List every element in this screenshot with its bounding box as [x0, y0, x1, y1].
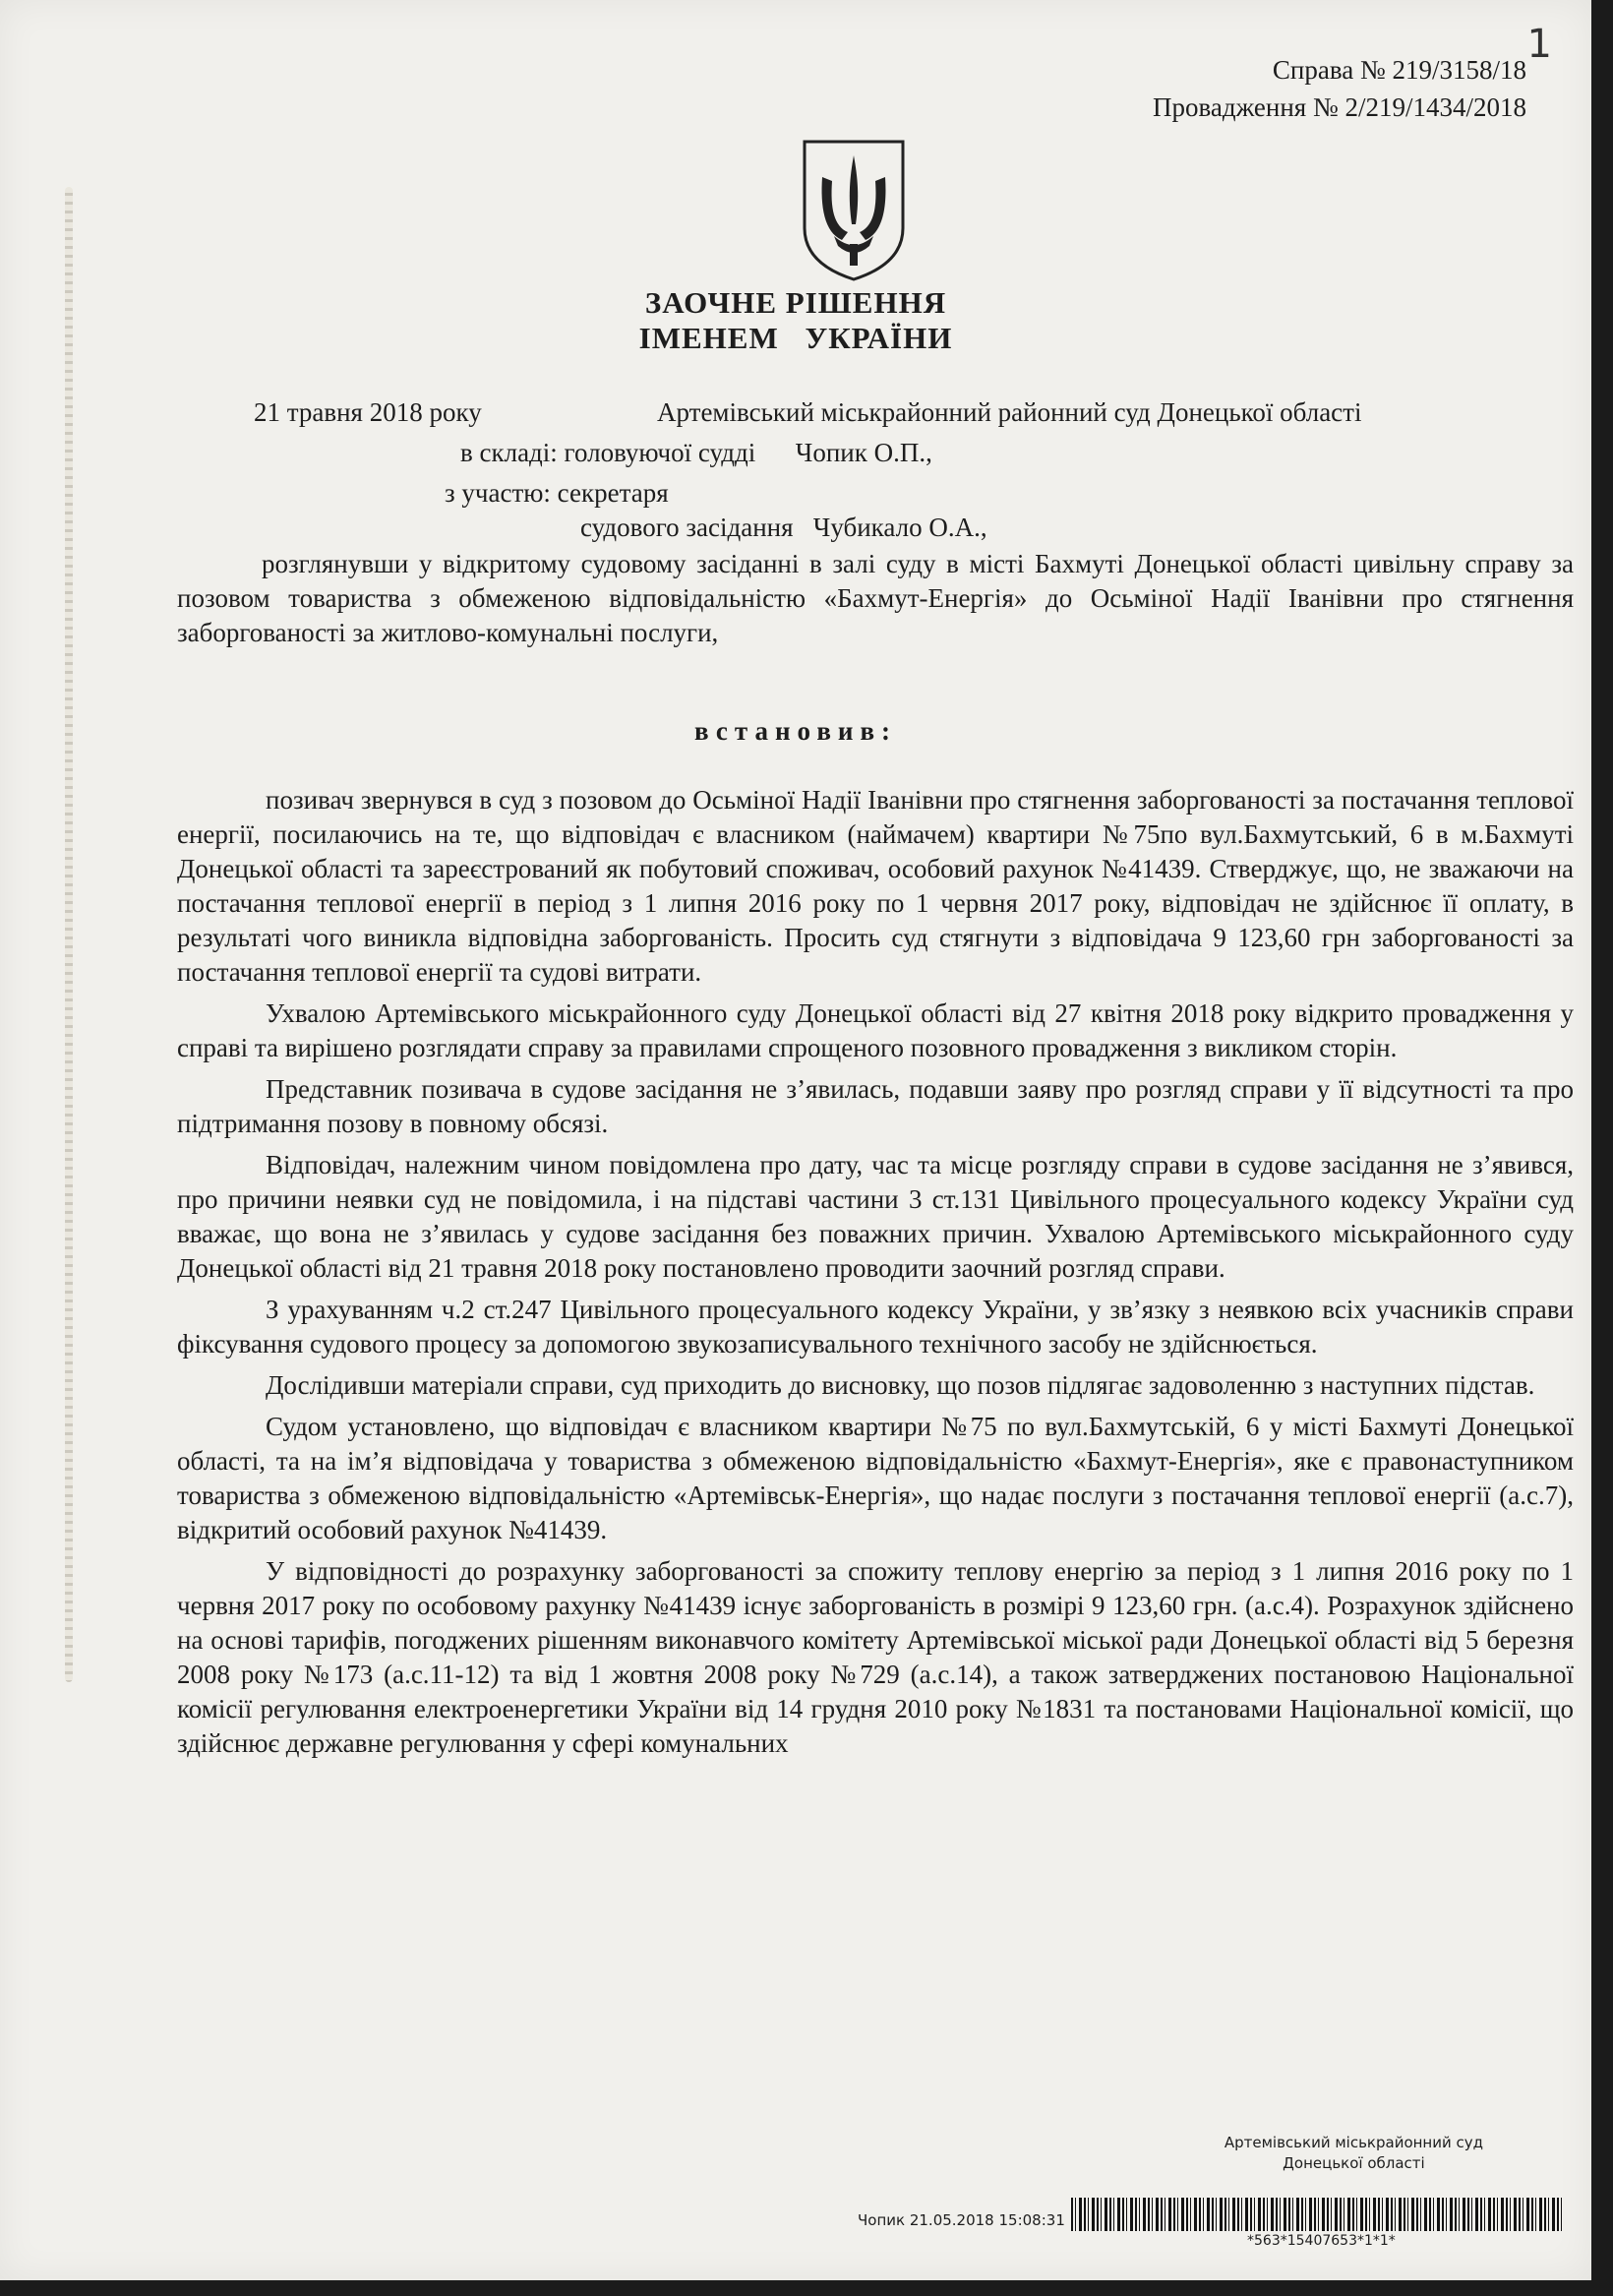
body-paragraph: Дослідивши матеріали справи, суд приходить до висновку, що позов підлягає задоволенню з наступних підстав.: [266, 1370, 1535, 1400]
secretary-line: судового засідання Чубикало О.А.,: [580, 513, 987, 542]
document-subtitle: ІМЕНЕМ УКРАЇНИ: [638, 321, 953, 355]
document-title: ЗАОЧНЕ РІШЕННЯ: [644, 285, 947, 320]
body-paragraph: позивач звернувся в суд з позовом до Осьміної Надії Іванівни про стягнення заборгованості за постачання теплової енергії, посилаючись на те, що відповідач є власником (наймачем) квартири №75по вул.Бахмутський, 6 в м.Бахмуті Донецької області та зареєстрований як побутовий споживач, особовий рахунок №41439. Стверджує, що, не зважаючи на постачання теплової енергії в період з 1 липня 2016 року по 1 червня 2017 року, відповідач не здійснює її оплату, в результаті чого виникла відповідна заборгованість. Просить суд стягнути з відповідача 9 123,60 грн заборгованості за постачання теплової енергії та судові витрати.: [177, 785, 1574, 987]
section-heading: встановив:: [693, 716, 898, 746]
signature-barcode-row: [858, 2186, 1563, 2231]
coat-of-arms-icon: [799, 138, 909, 283]
court-name: Артемівський міськрайонний районний суд Донецької області: [657, 397, 1362, 427]
barcode-icon: [1071, 2198, 1563, 2231]
binding-thread: [65, 187, 73, 1682]
case-numbers: [1153, 51, 1526, 126]
decision-body: [177, 783, 1574, 1768]
decision-date: 21 травня 2018 року: [254, 397, 482, 427]
corner-page-mark: 1: [1526, 22, 1552, 67]
court-composition: в складі: головуючої судді Чопик О.П.,: [460, 438, 932, 467]
body-paragraph: Відповідач, належним чином повідомлена про дату, час та місце розгляду справи в судове засідання не з’явився, про причини неявки суд не повідомила, і на підставі частини 3 ст.131 Цивільного процесуального кодексу України суд вважає, що вона не з’явилась у судове засідання без поважних причин. Ухвалою Артемівського міськрайонного суду Донецької області від 21 травня 2018 року постановлено проводити заочний розгляд справи.: [177, 1150, 1574, 1283]
barcode-code: *563*15407653*1*1*: [1247, 2233, 1396, 2249]
intro-paragraph-block: [177, 547, 1574, 657]
body-paragraph: Ухвалою Артемівського міськрайонного суду Донецької області від 27 квітня 2018 року відкрито провадження у справі та вирішено розглядати справу за правилами спрощеного позовного провадження з викликом сторін.: [177, 998, 1574, 1062]
body-paragraph: З урахуванням ч.2 ст.247 Цивільного процесуального кодексу України, у зв’язку з неявкою всіх учасників справи фіксування судового процесу за допомогою звукозаписувального технічного засобу не здійснюється.: [177, 1295, 1574, 1359]
intro-paragraph: розглянувши у відкритому судовому засіданні в залі суду в місті Бахмуті Донецької області цивільну справу за позовом товариства з обмеженою відповідальністю «Бахмут-Енергія» до Осьміної Надії Іванівни про стягнення заборгованості за житлово-комунальні послуги,: [177, 549, 1574, 647]
court-stamp: [1225, 2133, 1483, 2174]
proceeding-number: Провадження № 2/219/1434/2018: [1153, 92, 1526, 122]
case-number: Справа № 219/3158/18: [1272, 55, 1526, 85]
body-paragraph: У відповідності до розрахунку заборгованості за спожиту теплову енергію за період з 1 липня 2016 року по 1 червня 2017 року по особовому рахунку №41439 існує заборгованість в розмірі 9 123,60 грн. (а.с.4). Розрахунок здійснено на основі тарифів, погоджених рішенням виконавчого комітету Артемівської міської ради Донецької області від 5 березня 2008 року №173 (а.с.11-12) та від 1 жовтня 2008 року №729 (а.с.14), а також затверджених постановою Національної комісії регулювання електроенергетики України від 14 грудня 2010 року №1831 та постановами Національної комісії, що здійснює державне регулювання у сфері комунальних: [177, 1556, 1574, 1758]
body-paragraph: Представник позивача в судове засідання не з’явилась, подавши заяву про розгляд справи у її відсутності та про підтримання позову в повному обсязі.: [177, 1074, 1574, 1138]
body-paragraph: Судом установлено, що відповідач є власником квартири №75 по вул.Бахмутській, 6 у місті Бахмуті Донецької області, та на ім’я відповідача у товариства з обмеженою відповідальністю «Бахмут-Енергія», яке є правонаступником товариства з обмеженою відповідальністю «Артемівськ-Енергія», що надає послуги з постачання теплової енергії (а.с.7), відкритий особовий рахунок №41439.: [177, 1412, 1574, 1544]
stamp-line: Донецької області: [1283, 2154, 1425, 2172]
stamp-line: Артемівський міськрайонний суд: [1224, 2134, 1483, 2151]
electronic-signature-label: Чопик 21.05.2018 15:08:31: [858, 2211, 1065, 2229]
participation-line: з участю: секретаря: [445, 478, 669, 508]
